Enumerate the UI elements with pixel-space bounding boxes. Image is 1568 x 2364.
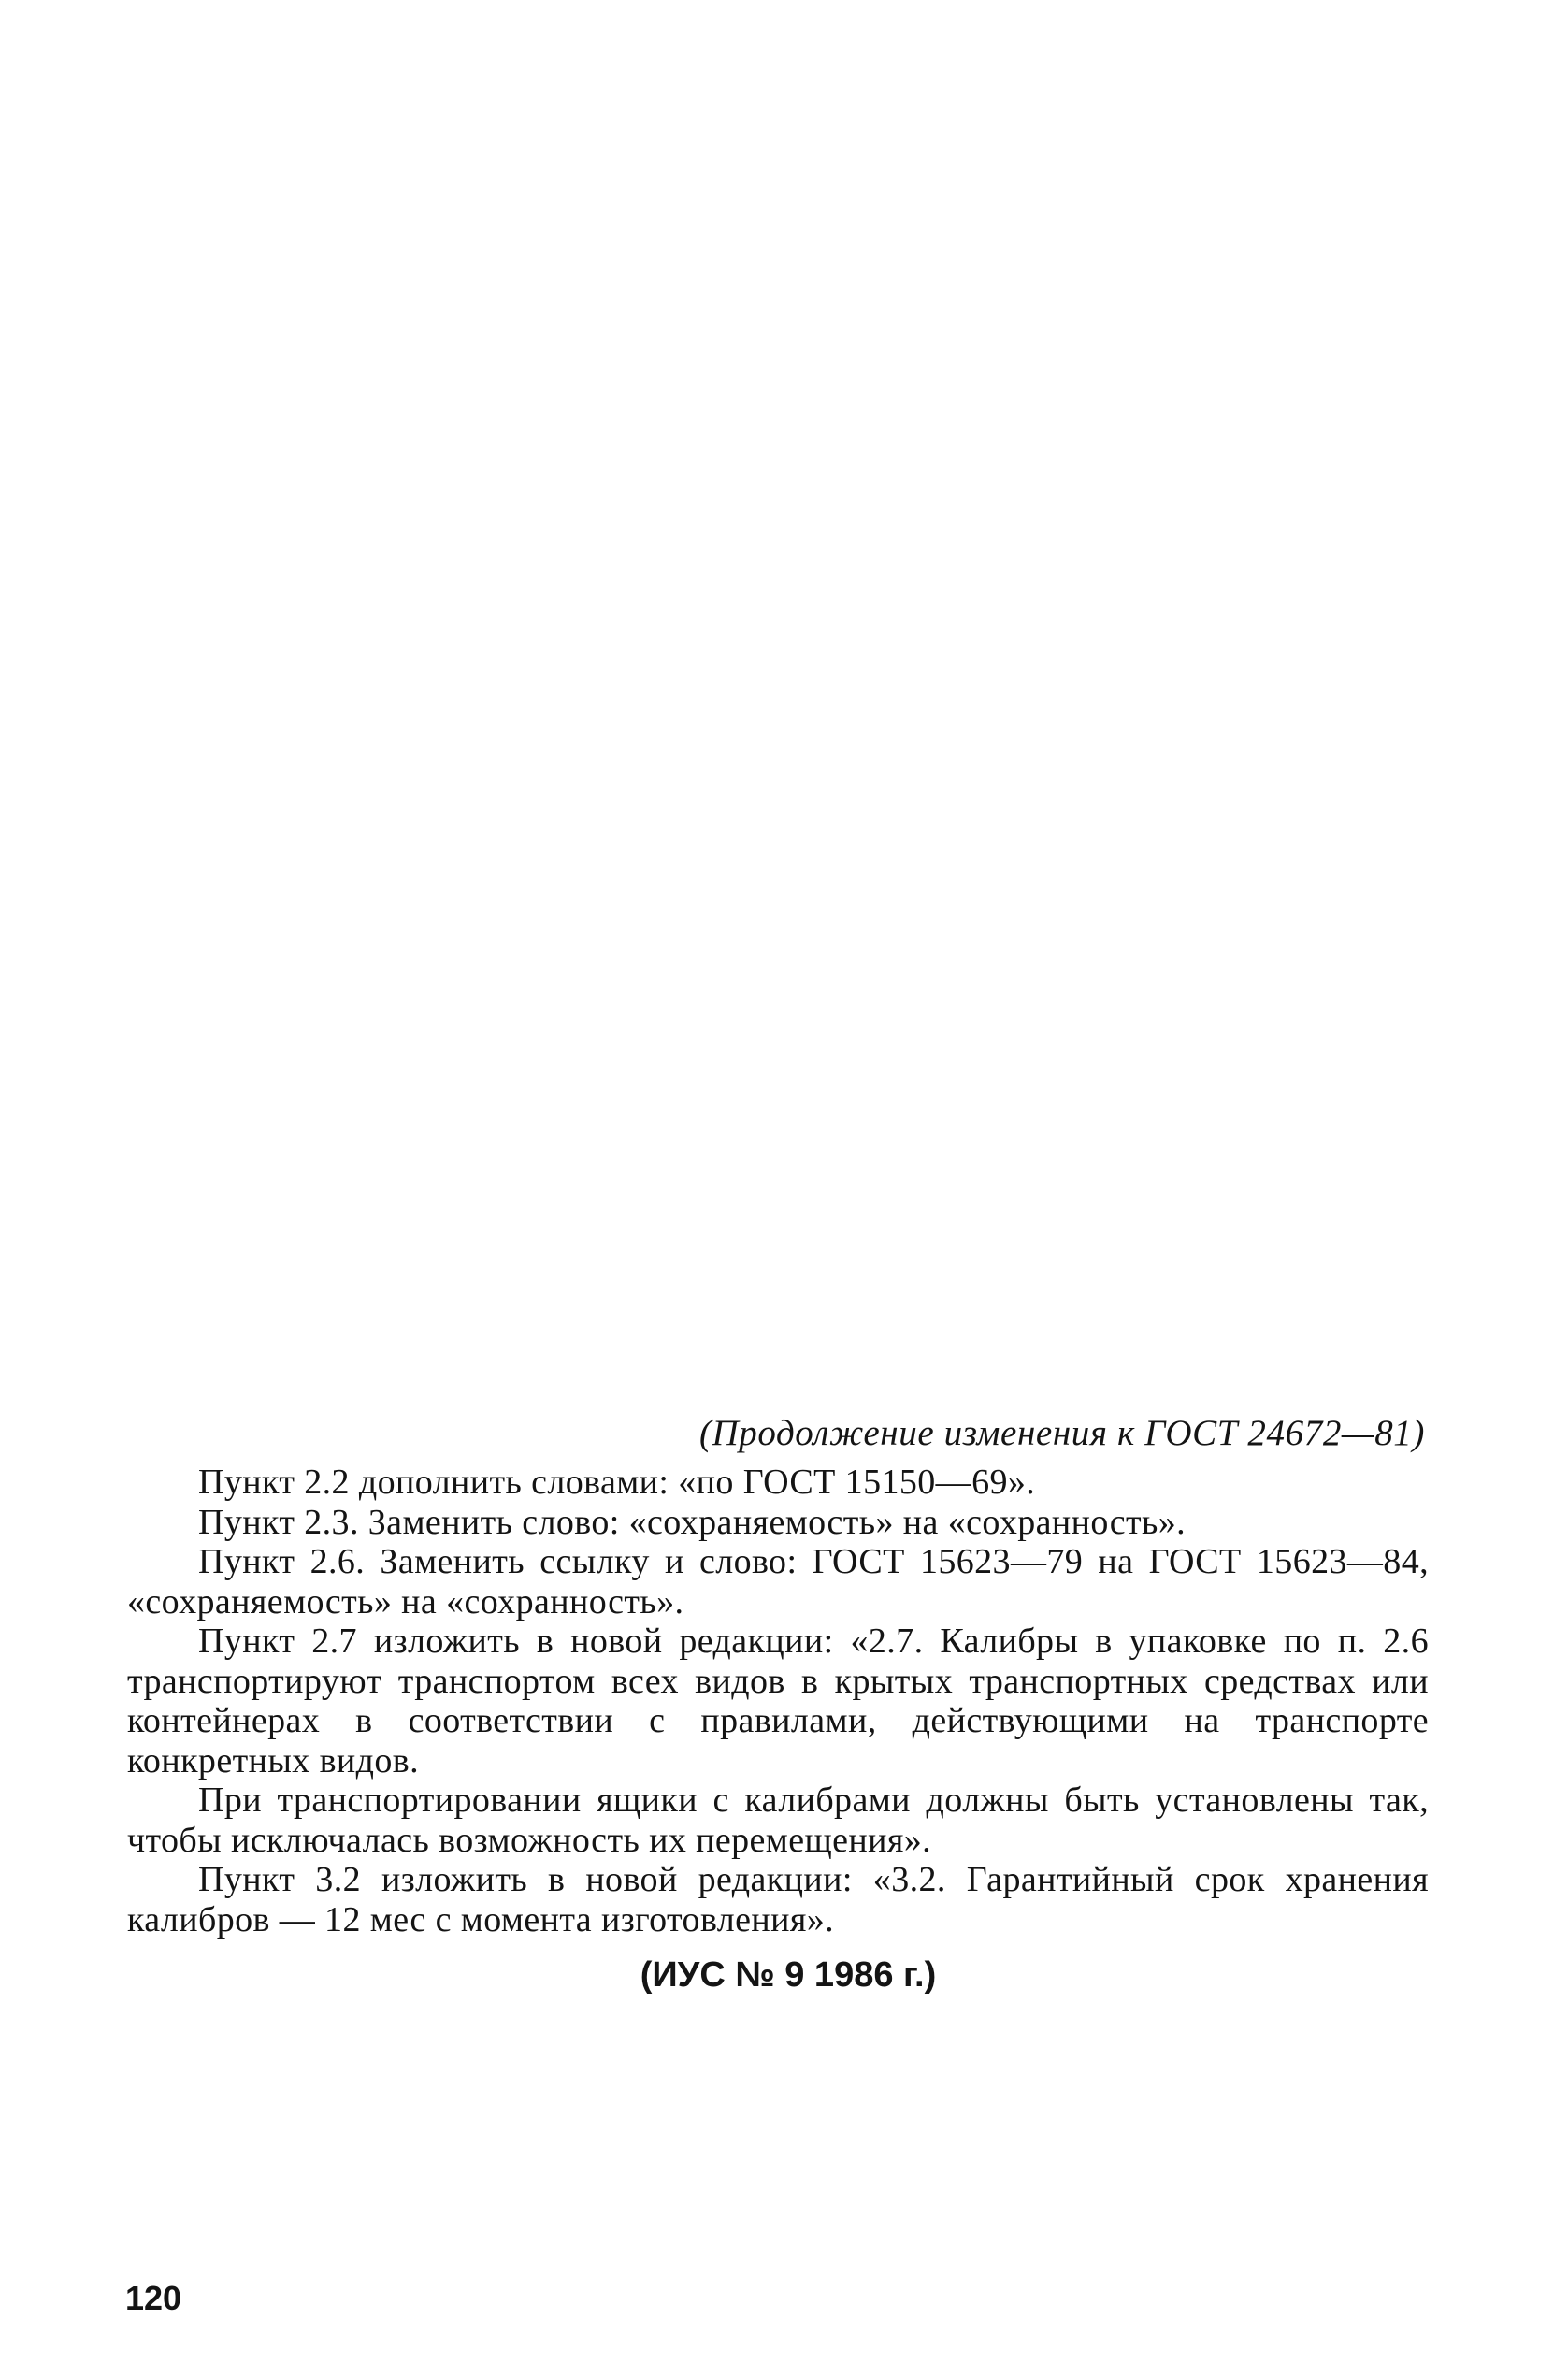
paragraph-item-2-7: Пункт 2.7 изложить в новой редакции: «2.7. Калибры в упаковке по п. 2.6 транспортируют транспортом всех видов в крытых транспортных средствах или контейнерах в соответствии с правилами, действующими на транспорте конкретных видов. xyxy=(127,1622,1429,1780)
paragraph-transport-placement: При транспортировании ящики с калибрами должны быть установлены так, чтобы исключалась возможность их перемещения». xyxy=(127,1780,1429,1860)
paragraph-item-2-3: Пункт 2.3. Заменить слово: «сохраняемость» на «сохранность». xyxy=(198,1502,1187,1542)
continuation-header: (Продолжение изменения к ГОСТ 24672—81) xyxy=(698,1413,1425,1453)
page-number: 120 xyxy=(125,2279,182,2317)
paragraph-item-3-2: Пункт 3.2 изложить в новой редакции: «3.2. Гарантийный срок хранения калибров — 12 мес с момента изготовления». xyxy=(127,1860,1429,1939)
paragraph-item-2-2: Пункт 2.2 дополнить словами: «по ГОСТ 15150—69». xyxy=(198,1463,1036,1502)
paragraph-item-2-6: Пункт 2.6. Заменить ссылку и слово: ГОСТ 15623—79 на ГОСТ 15623—84, «сохраняемость» на «сохранность». xyxy=(127,1542,1429,1622)
ius-reference: (ИУС № 9 1986 г.) xyxy=(640,1955,937,1995)
amendment-text-block xyxy=(127,1410,1429,1997)
